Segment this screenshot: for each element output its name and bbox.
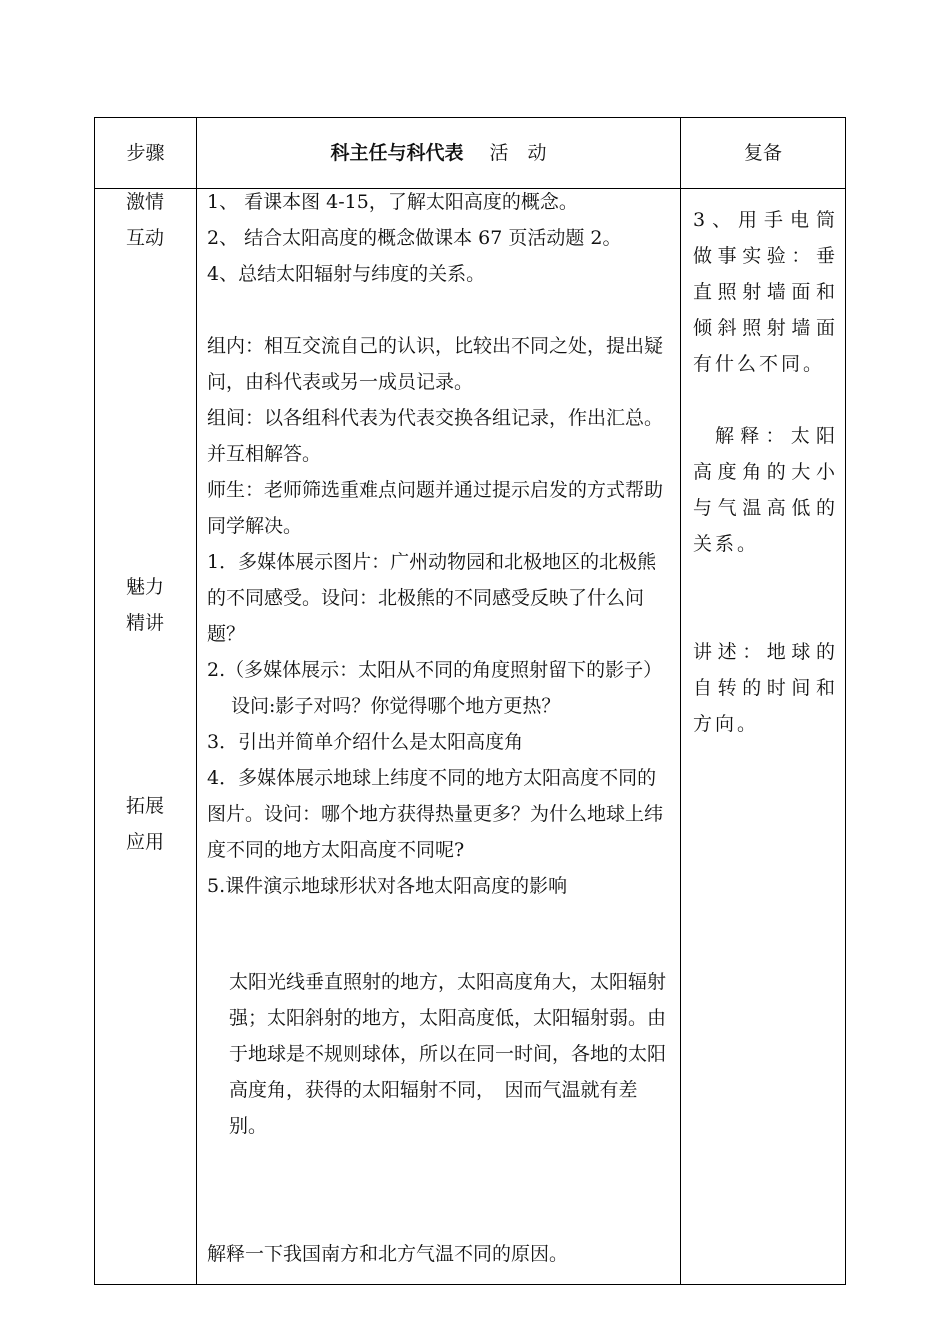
prep-note: 解释：太阳高度角的大小与气温高低的关系。	[693, 425, 838, 555]
lesson-table	[94, 117, 846, 1285]
closing-paragraph	[207, 1236, 671, 1272]
step-label: 应用	[125, 831, 164, 853]
step-label: 互动	[125, 227, 164, 249]
closing-text: 解释一下我国南方和北方气温不同的原因。	[207, 1243, 569, 1265]
activity-content	[207, 184, 671, 904]
activity-item: 4、总结太阳辐射与纬度的关系。	[207, 263, 486, 285]
group-inner-text: 组内：相互交流自己的认识，比较出不同之处，提出疑问，由科代表或另一成员记录。	[207, 335, 664, 393]
step-3	[95, 788, 195, 860]
activity-question: 设问:影子对吗？你觉得哪个地方更热？	[231, 695, 561, 717]
step-label: 精讲	[125, 612, 164, 634]
column-divider	[196, 118, 197, 1284]
summary-text: 太阳光线垂直照射的地方，太阳高度角大，太阳辐射强；太阳斜射的地方，太阳高度低，太阳辐射弱。由于地球是不规则球体，所以在同一时间，各地的太阳高度角，获得的太阳辐射不同， 因而气温就有差别。	[229, 971, 667, 1137]
activity-item: 1．多媒体展示图片：广州动物园和北极地区的北极熊的不同感受。设问：北极熊的不同感受反映了什么问题？	[207, 551, 657, 645]
prep-content	[693, 202, 838, 742]
header-activity-label: 活 动	[489, 142, 547, 164]
step-label: 拓展	[125, 795, 164, 817]
step-2	[95, 569, 195, 641]
header-step	[95, 118, 196, 188]
activity-item: 3．引出并简单介绍什么是太阳高度角	[207, 731, 524, 753]
group-between-text: 组间：以各组科代表为代表交换各组记录，作出汇总。并互相解答。	[207, 407, 664, 465]
activity-item: 2.（多媒体展示：太阳从不同的角度照射留下的影子）	[207, 659, 663, 681]
step-label: 激情	[125, 191, 164, 213]
prep-note: 3、用手电筒做事实验：垂直照射墙面和倾斜照射墙面有什么不同。	[693, 209, 838, 375]
header-prep-label: 复备	[743, 142, 782, 164]
header-activity-title: 科主任与科代表	[330, 142, 464, 164]
activity-item: 2、 结合太阳高度的概念做课本 67 页活动题 2。	[207, 227, 622, 249]
header-activity	[197, 118, 680, 188]
activity-item: 5.课件演示地球形状对各地太阳高度的影响	[207, 875, 568, 897]
prep-note: 讲述：地球的自转的时间和方向。	[693, 641, 838, 735]
teacher-text: 师生：老师筛选重难点问题并通过提示启发的方式帮助同学解决。	[207, 479, 664, 537]
activity-item: 4．多媒体展示地球上纬度不同的地方太阳高度不同的图片。设问：哪个地方获得热量更多？为什么地球上纬度不同的地方太阳高度不同呢?	[207, 767, 664, 861]
header-step-label: 步骤	[126, 142, 165, 164]
column-divider	[680, 118, 681, 1284]
header-prep	[681, 118, 845, 188]
step-label: 魅力	[125, 576, 164, 598]
step-1	[95, 184, 195, 256]
activity-item: 1、 看课本图 4-15，了解太阳高度的概念。	[207, 191, 578, 213]
summary-paragraph	[229, 964, 671, 1144]
